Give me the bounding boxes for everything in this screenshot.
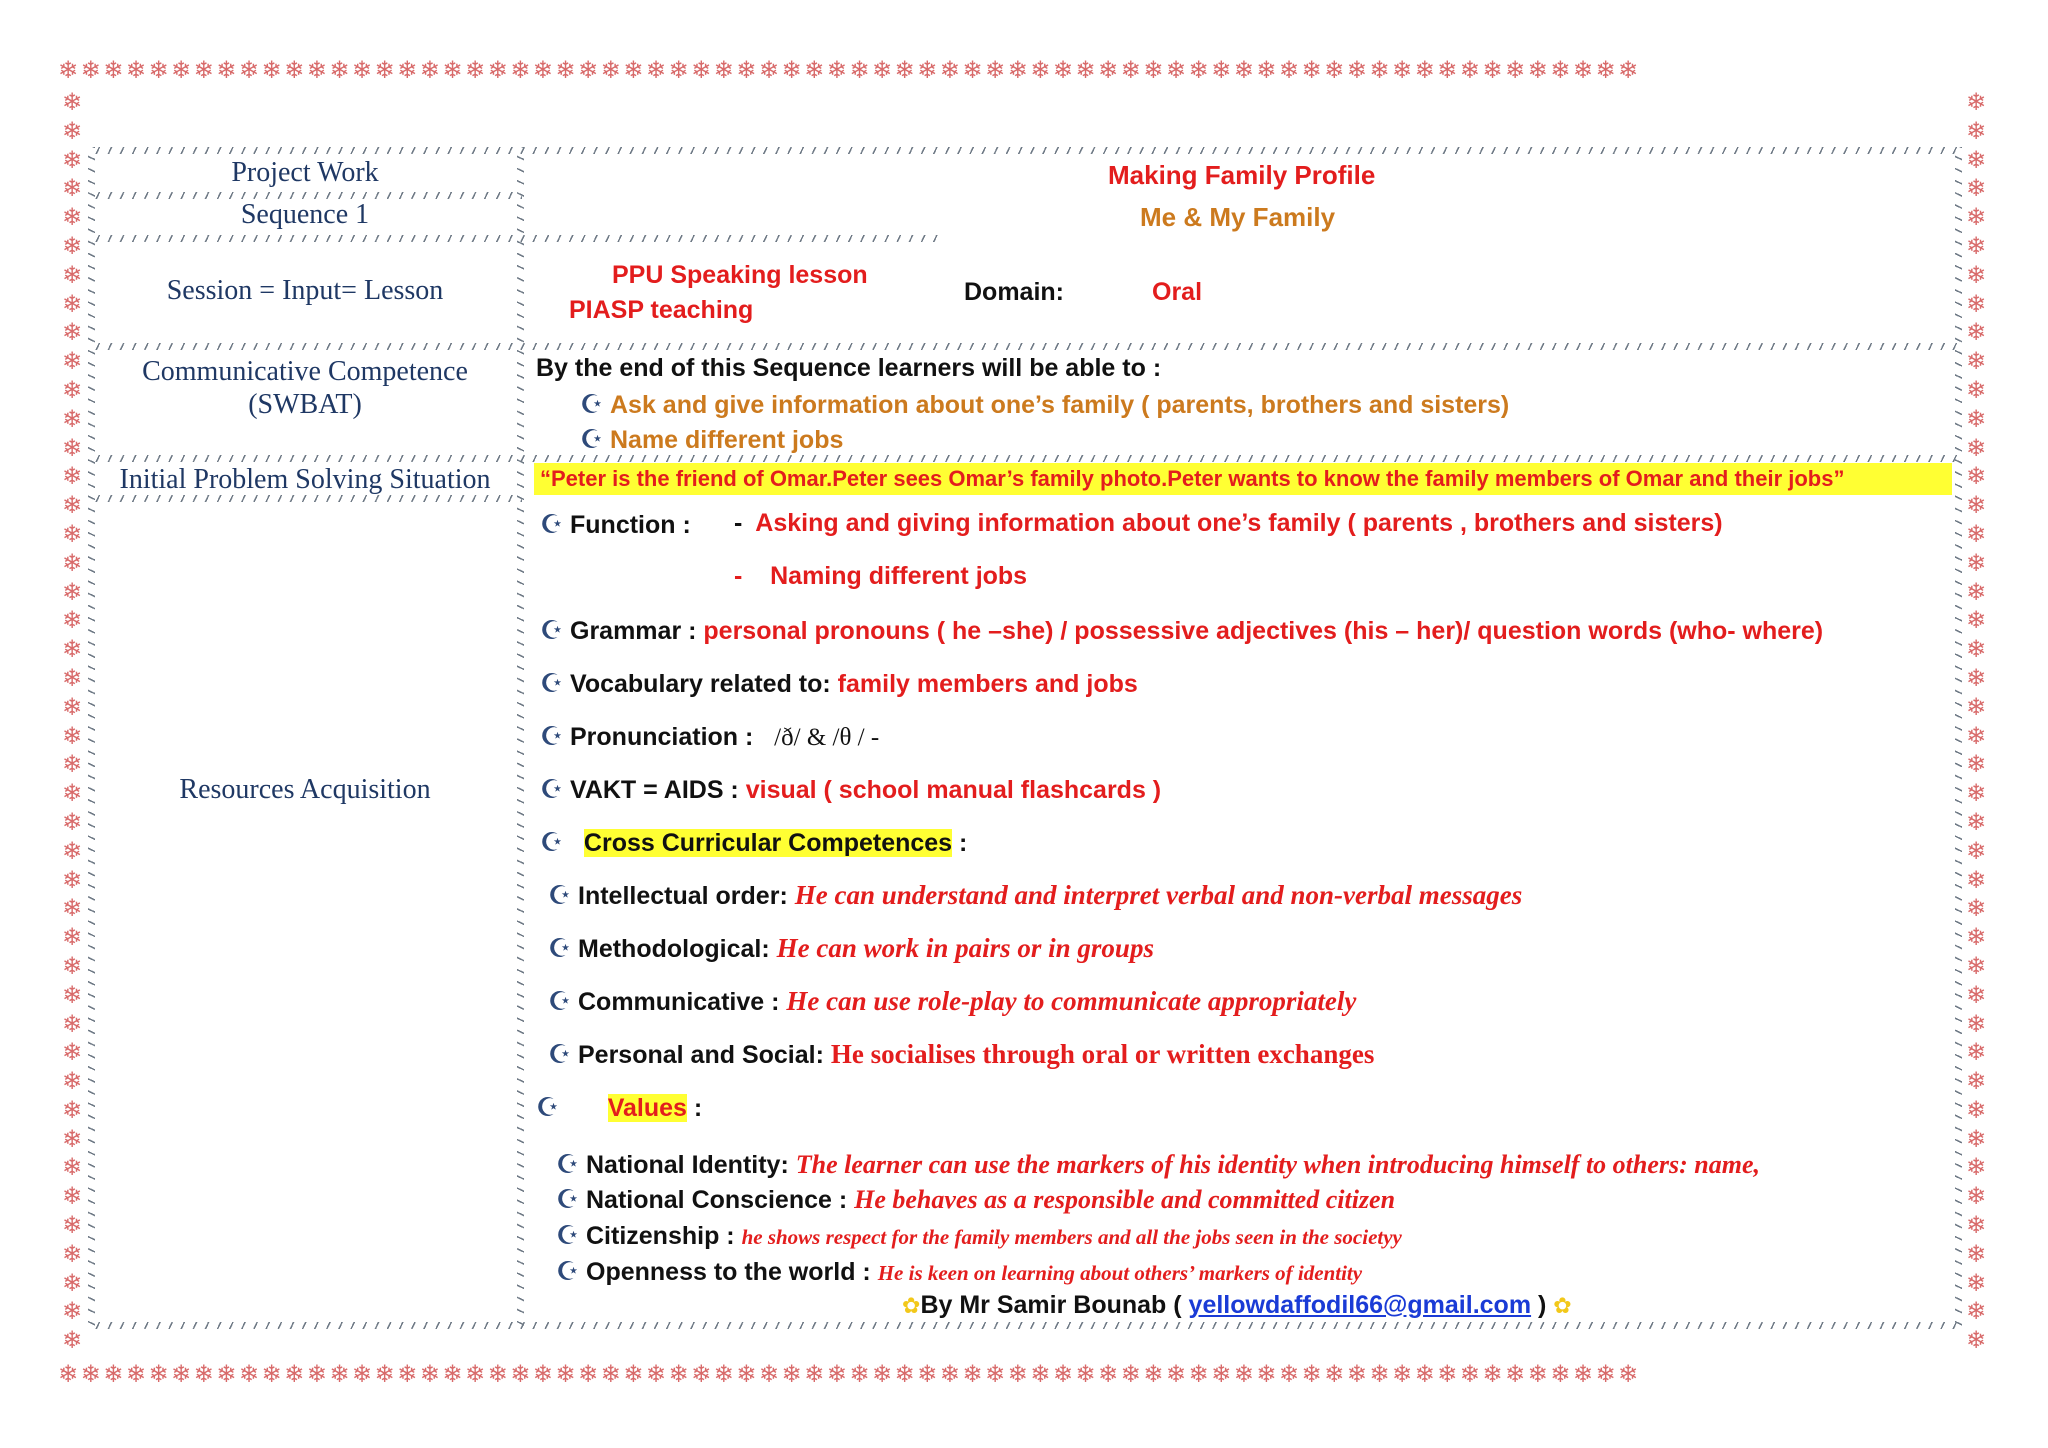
email-link[interactable]: yellowdaffodil66@gmail.com — [1188, 1291, 1532, 1319]
competence-item: ☪ Ask and give information about one’s family ( parents, brothers and sisters) — [580, 389, 1510, 419]
competence-intro: By the end of this Sequence learners will be able to : — [536, 354, 1162, 382]
cross-curricular-heading: ☪ Cross Curricular Competences : — [540, 827, 968, 857]
pronunciation-row: ☪ Pronunciation : /ð/ & /θ / - — [540, 721, 880, 751]
author-credit: ✿By Mr Samir Bounab ( yellowdaffodil66@gmail.com ) ✿ — [902, 1291, 1572, 1319]
values-item: ☪ Citizenship : he shows respect for the family members and all the jobs seen in the societyy — [556, 1220, 1402, 1250]
cross-item: ☪ Intellectual order: He can understand and interpret verbal and non-verbal messages — [548, 880, 1523, 910]
flower-icon: ✿ — [1553, 1293, 1572, 1318]
row-divider — [92, 343, 1962, 350]
session-label: Session = Input= Lesson — [166, 275, 444, 306]
crescent-icon: ☪ — [540, 668, 564, 698]
values-item: ☪ National Identity: The learner can use the markers of his identity when introducing himself to others: name, — [556, 1149, 1761, 1179]
sequence-title: Me & My Family — [1140, 202, 1336, 232]
values-item: ☪ National Conscience : He behaves as a responsible and committed citizen — [556, 1184, 1396, 1214]
function-row: ☪ Function : — [540, 509, 691, 539]
cross-item: ☪ Personal and Social: He socialises through oral or written exchanges — [548, 1039, 1375, 1069]
values-heading: ☪ Values : — [536, 1092, 703, 1122]
resources-label: Resources Acquisition — [179, 774, 431, 805]
situation-text: “Peter is the friend of Omar.Peter sees Omar’s family photo.Peter wants to know the family members of Omar and their jobs” — [534, 463, 1952, 495]
competence-label-line2: (SWBAT) — [248, 389, 362, 420]
cross-item: ☪ Communicative : He can use role-play to communicate appropriately — [548, 986, 1357, 1016]
crescent-icon: ☪ — [556, 1149, 580, 1179]
crescent-icon: ☪ — [556, 1220, 580, 1250]
project-work-label: Project Work — [231, 157, 379, 188]
vakt-row: ☪ VAKT = AIDS : visual ( school manual flashcards ) — [540, 774, 1162, 804]
crescent-icon: ☪ — [540, 774, 564, 804]
crescent-icon: ☪ — [548, 933, 572, 963]
crescent-icon: ☪ — [556, 1184, 580, 1214]
values-item: ☪ Openness to the world : He is keen on learning about others’ markers of identity — [556, 1256, 1363, 1286]
competence-item: ☪ Name different jobs — [580, 424, 844, 454]
crescent-icon: ☪ — [540, 827, 564, 857]
crescent-icon: ☪ — [536, 1092, 560, 1122]
crescent-icon: ☪ — [548, 880, 572, 910]
table-border-top — [92, 147, 1962, 154]
table-border-left — [88, 147, 95, 1329]
domain-label: Domain: — [964, 278, 1064, 306]
row-divider — [92, 455, 1962, 462]
project-work-title: Making Family Profile — [1108, 160, 1376, 190]
snowflake-border-top: ❄❄❄❄❄❄❄❄❄❄❄❄❄❄❄❄❄❄❄❄❄❄❄❄❄❄❄❄❄❄❄❄❄❄❄❄❄❄❄❄❄❄❄❄❄❄❄❄❄❄❄❄❄❄❄❄❄❄❄❄❄❄❄❄❄❄❄❄❄❄ — [58, 58, 1641, 84]
crescent-icon: ☪ — [548, 1039, 572, 1069]
flower-icon: ✿ — [902, 1293, 921, 1318]
column-divider — [517, 147, 524, 1329]
session-type: PPU Speaking lesson — [612, 261, 868, 289]
crescent-icon: ☪ — [548, 986, 572, 1016]
vocabulary-row: ☪ Vocabulary related to: family members and jobs — [540, 668, 1138, 698]
row-divider — [92, 495, 522, 502]
table-border-bottom — [92, 1322, 1962, 1329]
crescent-icon: ☪ — [540, 615, 564, 645]
crescent-icon: ☪ — [580, 424, 604, 454]
snowflake-border-bottom: ❄❄❄❄❄❄❄❄❄❄❄❄❄❄❄❄❄❄❄❄❄❄❄❄❄❄❄❄❄❄❄❄❄❄❄❄❄❄❄❄❄❄❄❄❄❄❄❄❄❄❄❄❄❄❄❄❄❄❄❄❄❄❄❄❄❄❄❄❄❄ — [58, 1362, 1641, 1388]
domain-value: Oral — [1152, 278, 1203, 306]
function-item-2: - Naming different jobs — [734, 562, 1028, 590]
session-method: PIASP teaching — [569, 296, 754, 324]
sequence-label: Sequence 1 — [240, 199, 370, 230]
crescent-icon: ☪ — [556, 1256, 580, 1286]
crescent-icon: ☪ — [540, 509, 564, 539]
crescent-icon: ☪ — [580, 389, 604, 419]
grammar-row: ☪ Grammar : personal pronouns ( he –she) / possessive adjectives (his – her)/ question words (who- where) — [540, 615, 1824, 645]
cross-item: ☪ Methodological: He can work in pairs or in groups — [548, 933, 1154, 963]
snowflake-border-right: ❄ ❄ ❄ ❄ ❄ ❄ ❄ ❄ ❄ ❄ ❄ ❄ ❄ ❄ ❄ ❄ ❄ ❄ ❄ ❄ ❄ ❄ ❄ ❄ ❄ ❄ ❄ ❄ ❄ ❄ ❄ ❄ ❄ ❄ ❄ ❄ ❄ ❄ ❄ ❄ ❄ ❄ ❄ ❄ — [1965, 90, 1987, 1355]
situation-label: Initial Problem Solving Situation — [119, 464, 491, 495]
table-border-right — [1955, 147, 1962, 1329]
crescent-icon: ☪ — [540, 721, 564, 751]
function-item-1: - Asking and giving information about one’s family ( parents , brothers and sisters) — [734, 509, 1723, 537]
snowflake-border-left: ❄ ❄ ❄ ❄ ❄ ❄ ❄ ❄ ❄ ❄ ❄ ❄ ❄ ❄ ❄ ❄ ❄ ❄ ❄ ❄ ❄ ❄ ❄ ❄ ❄ ❄ ❄ ❄ ❄ ❄ ❄ ❄ ❄ ❄ ❄ ❄ ❄ ❄ ❄ ❄ ❄ ❄ ❄ ❄ — [61, 90, 83, 1355]
row-divider — [92, 192, 522, 199]
competence-label-line1: Communicative Competence — [142, 356, 468, 387]
